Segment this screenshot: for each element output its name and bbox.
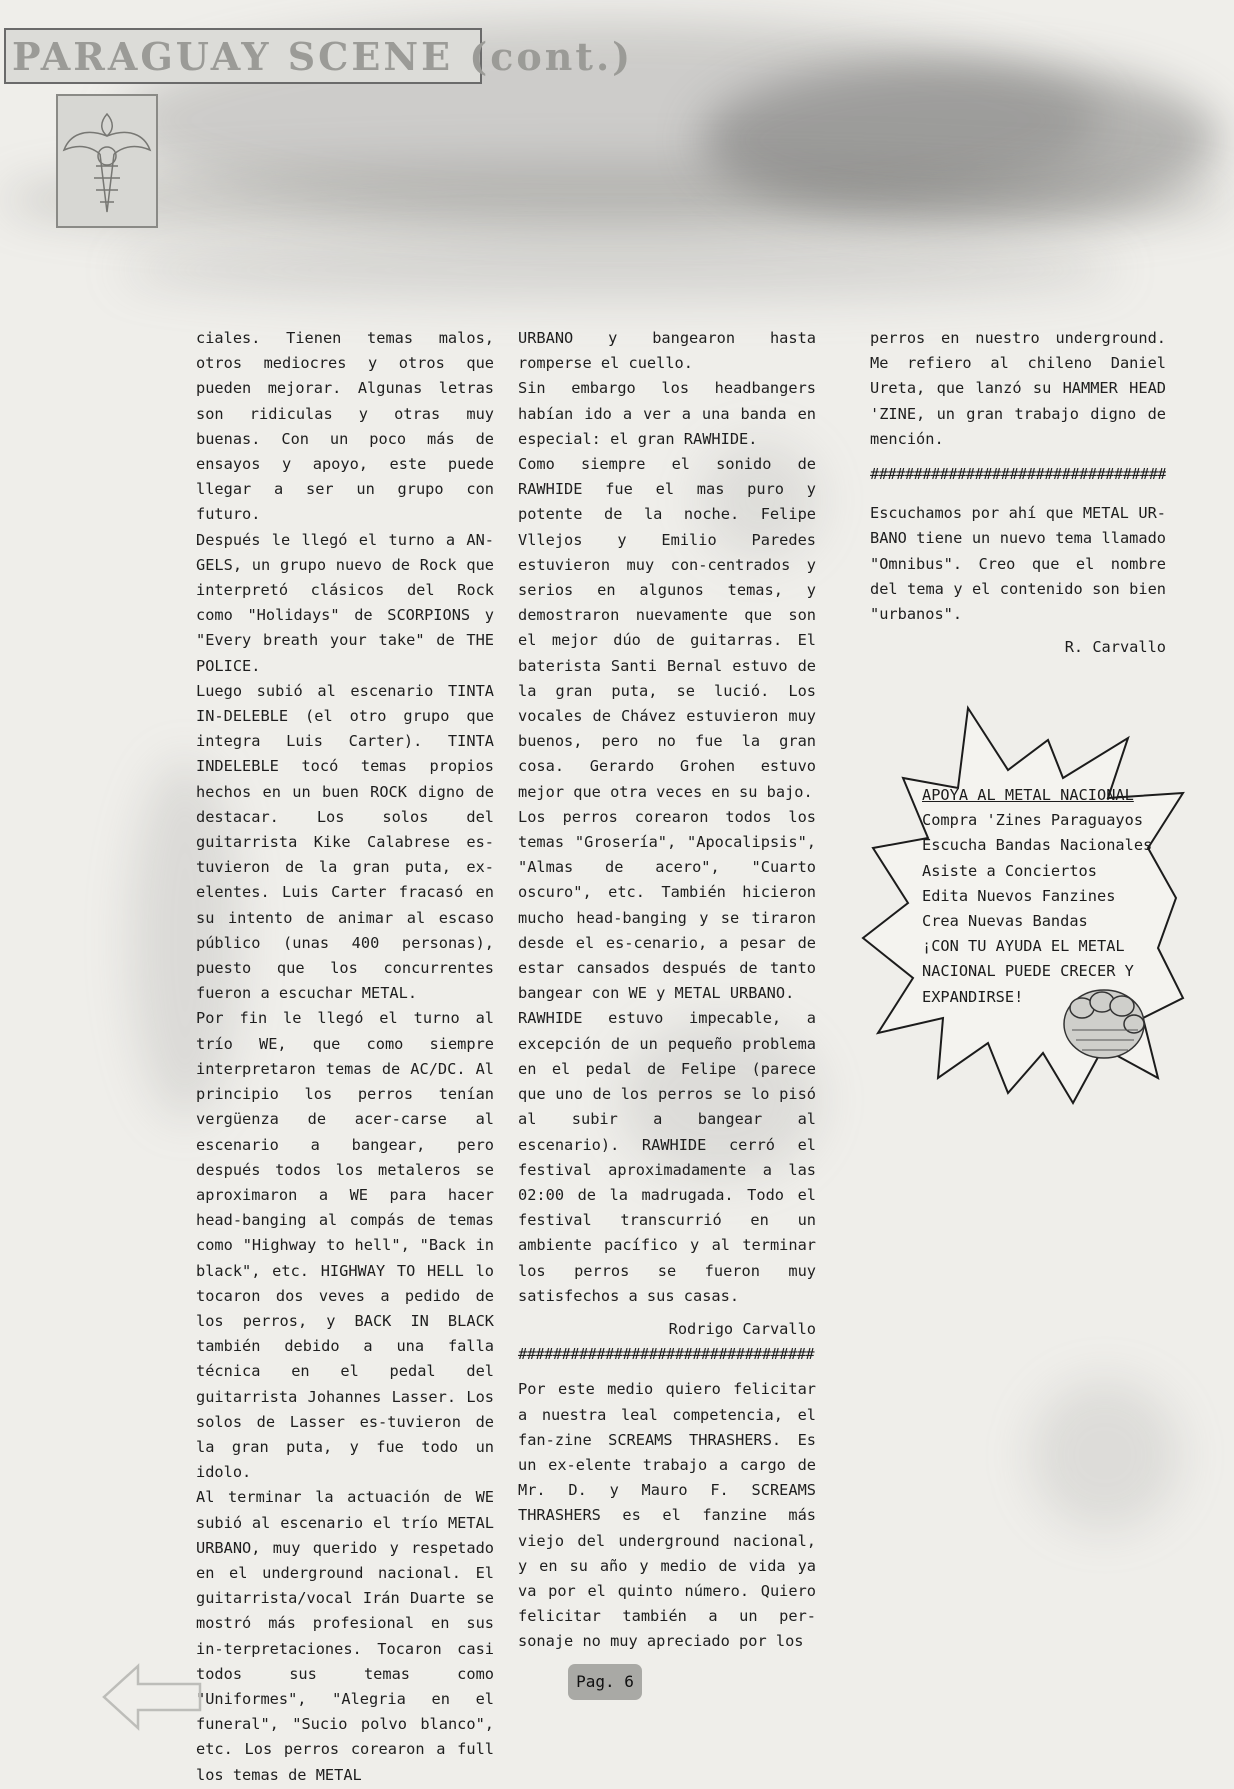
paragraph: Escuchamos por ahí que METAL UR-BANO tiene un nuevo tema llamado "Omnibus". Creo que el nombre del tema y el contenido son bien "urbanos". — [870, 504, 1166, 624]
paragraph: perros en nuestro underground. Me refiero al chileno Daniel Ureta, que lanzó su HAMMER HEAD 'ZINE, un gran trabajo digno de mención. — [870, 329, 1166, 448]
paragraph: Por fin le llegó el turno al trío WE, que como siempre interpretaron temas de AC/DC. Al principio los perros tenían vergüenza de acer-carse al escenario a bangear, pero después todos los metaleros se aproximaron a WE para hacer head-banging al compás de temas como "Highway to hell", "Back in black", etc. HIGHWAY TO HELL lo tocaron dos veves a pedido de los perros, y BACK IN BLACK también debido a una falla técnica en el pedal del guitarrista Johannes Lasser. Los solos de Lasser es-tuvieron de la gran puta, y fue todo un idolo. — [196, 1009, 494, 1482]
paragraph: URBANO y bangearon hasta romperse el cuello. — [518, 329, 816, 373]
callout-line: Compra 'Zines Paraguayos — [922, 811, 1144, 830]
callout-line: ¡CON TU AYUDA EL METAL — [922, 937, 1125, 956]
paragraph: Sin embargo los headbangers habían ido a ver a una banda en especial: el gran RAWHIDE. — [518, 379, 816, 448]
eagle-emblem-icon — [56, 94, 158, 228]
paragraph: Como siempre el sonido de RAWHIDE fue el mas puro y potente de la noche. Felipe Vllejos y Emilio Paredes estuvieron muy con-centrados y serios en algunos temas, y demostraron nuevamente que son el mejor dúo de guitarras. El baterista Santi Bernal estuvo de la gran puta, se lució. Los vocales de Chávez estuvieron muy buenos, pero no fue la gran cosa. Gerardo Grohen estuvo mejor que otra veces en su bajo. — [518, 455, 816, 801]
signature: R. Carvallo — [1064, 638, 1166, 657]
signature: Rodrigo Carvallo — [668, 1319, 816, 1338]
callout-title: APOYA AL METAL NACIONAL — [922, 786, 1134, 804]
separator: ################################## — [518, 1345, 815, 1364]
support-callout — [922, 783, 1152, 1010]
callout-line: NACIONAL PUEDE CRECER Y — [922, 962, 1134, 981]
callout-line: Escucha Bandas Nacionales — [922, 836, 1153, 855]
pointing-fist-icon — [1052, 978, 1156, 1066]
back-arrow-icon[interactable] — [100, 1662, 204, 1732]
paragraph: Al terminar la actuación de WE subió al escenario el trío METAL URBANO, muy querido y respetado en el underground nacional. El guitarrista/vocal Irán Duarte se mostró más profesional en sus in-terpretaciones. Tocaron casi todos sus temas como "Uniformes", "Alegria en el funeral", "Sucio polvo blanco", etc. Los perros corearon a full los temas de METAL — [196, 1488, 494, 1784]
page-number: Pag. 6 — [568, 1664, 642, 1700]
paragraph: Luego subió al escenario TINTA IN-DELEBLE (el otro grupo que integra Luis Carter). TINTA INDELEBLE tocó temas propios hechos en un buen ROCK digno de destacar. Los solos del guitarrista Kike Calabrese es-tuvieron de la gran puta, ex-elentes. Luis Carter fracasó en su intento de animar al escaso público (unas 400 personas), puesto que los concurrentes fueron a escuchar METAL. — [196, 681, 494, 1003]
callout-line: Crea Nuevas Bandas — [922, 912, 1088, 931]
article-column-3 — [870, 326, 1166, 660]
title-banner — [4, 28, 634, 84]
separator: ################################## — [870, 465, 1166, 484]
paragraph: Los perros corearon todos los temas "Grosería", "Apocalipsis", "Almas de acero", "Cuarto oscuro", etc. También hicieron mucho head-banging y se tiraron desde el es-cenario, a pesar de estar cansados después de tanto bangear con WE y METAL URBANO. — [518, 807, 816, 1003]
paragraph: Por este medio quiero felicitar a nuestra leal competencia, el fan-zine SCREAMS THRASHERS. Es un ex-elente trabajo a cargo de Mr. D. y Mauro F. SCREAMS THRASHERS es el fanzine más viejo del underground nacional, y en su año y medio de vida ya va por el quinto número. Quiero felicitar también a un per-sonaje no muy apreciado por los — [518, 1380, 816, 1651]
paragraph: ciales. Tienen temas malos, otros mediocres y otros que pueden mejorar. Algunas letras son ridiculas y otras muy buenas. Con un poco más de ensayos y apoyo, este puede llegar a ser un grupo con futuro. — [196, 329, 494, 524]
paragraph: Después le llegó el turno a AN-GELS, un grupo nuevo de Rock que interpretó clásicos del Rock como "Holidays" de SCORPIONS y "Every breath your take" de THE POLICE. — [196, 530, 494, 675]
callout-line: EXPANDIRSE! — [922, 987, 1024, 1006]
article-column-1 — [196, 326, 494, 1788]
page-title: PARAGUAY SCENE (cont.) — [12, 34, 634, 79]
callout-line: Asiste a Conciertos — [922, 861, 1097, 880]
article-column-2 — [518, 326, 816, 1655]
paragraph: RAWHIDE estuvo impecable, a excepción de un pequeño problema en el pedal de Felipe (parece que uno de los perros se lo pisó al subir a bangear al escenario). RAWHIDE cerró el festival aproximadamente a las 02:00 de la madrugada. Todo el festival transcurrió en un ambiente pacífico y al terminar los perros se fueron muy satisfechos a sus casas. — [518, 1009, 816, 1305]
callout-line: Edita Nuevos Fanzines — [922, 886, 1116, 905]
